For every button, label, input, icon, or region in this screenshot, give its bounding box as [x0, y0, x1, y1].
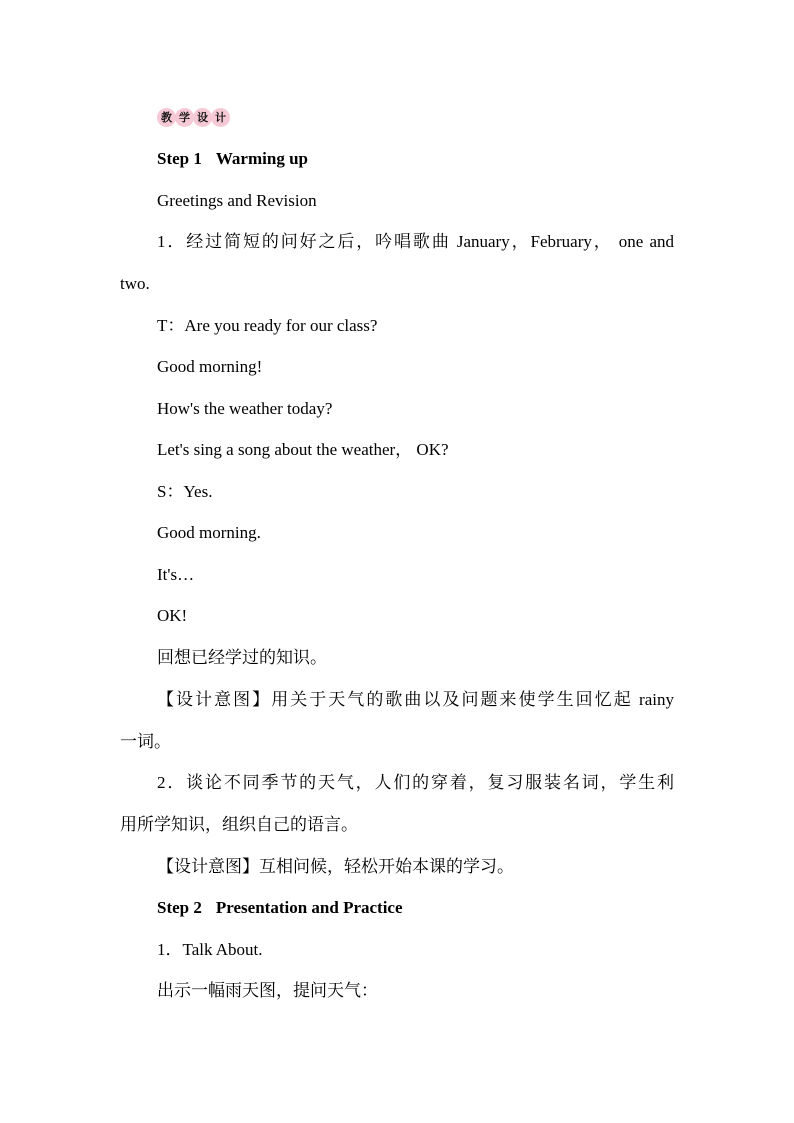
design-intent-label: 【设计意图】: [157, 857, 259, 876]
dialogue-line: It's…: [157, 565, 195, 584]
design-intent-1-line1: [157, 688, 674, 712]
talk-about-item: 1．Talk About.: [157, 940, 263, 959]
design-intent-1-line2: 一词。: [120, 732, 171, 751]
step2-title: Presentation and Practice: [215, 898, 403, 917]
show-picture-text: 出示一幅雨天图，提问天气：: [157, 981, 378, 1000]
design-intent-2: [157, 855, 514, 879]
teacher-line-text: Are you ready for our class?: [184, 316, 378, 335]
badge-char: 计: [211, 108, 230, 127]
design-intent-text: 互相问候，轻松开始本课的学习。: [259, 857, 514, 876]
dialogue-line: Good morning.: [157, 523, 261, 542]
badge-char: 教: [157, 108, 176, 127]
dialogue-student-line: [157, 480, 212, 504]
recall-text: 回想已经学过的知识。: [157, 648, 327, 667]
step1-number: Step 1: [157, 149, 202, 168]
item2-line1: 2．谈论不同季节的天气，人们的穿着，复习服装名词，学生利: [157, 773, 674, 792]
dialogue-line: Let's sing a song about the weather， OK?: [157, 440, 449, 459]
student-speaker-label: S：: [157, 482, 184, 501]
item1-line2: two.: [120, 274, 150, 293]
item2-line2: 用所学知识，组织自己的语言。: [120, 815, 358, 834]
design-intent-label: 【设计意图】: [157, 690, 272, 709]
teaching-design-badge: [157, 108, 229, 127]
step1-heading: [157, 147, 308, 171]
item1-line1: 1．经过简短的问好之后，吟唱歌曲 January，February， one and: [157, 232, 674, 251]
step1-title: Warming up: [215, 149, 308, 168]
greetings-subheading: Greetings and Revision: [157, 191, 317, 210]
teacher-speaker-label: T：: [157, 316, 185, 335]
step2-number: Step 2: [157, 898, 202, 917]
badge-char: 设: [193, 108, 212, 127]
design-intent-text: 用关于天气的歌曲以及问题来使学生回忆起 rainy: [271, 690, 674, 709]
student-line-text: Yes.: [183, 482, 213, 501]
dialogue-line: How's the weather today?: [157, 399, 333, 418]
step2-heading: [157, 896, 403, 920]
dialogue-teacher-line: [157, 314, 377, 338]
badge-char: 学: [175, 108, 194, 127]
dialogue-line: Good morning!: [157, 357, 263, 376]
dialogue-line: OK!: [157, 606, 188, 625]
